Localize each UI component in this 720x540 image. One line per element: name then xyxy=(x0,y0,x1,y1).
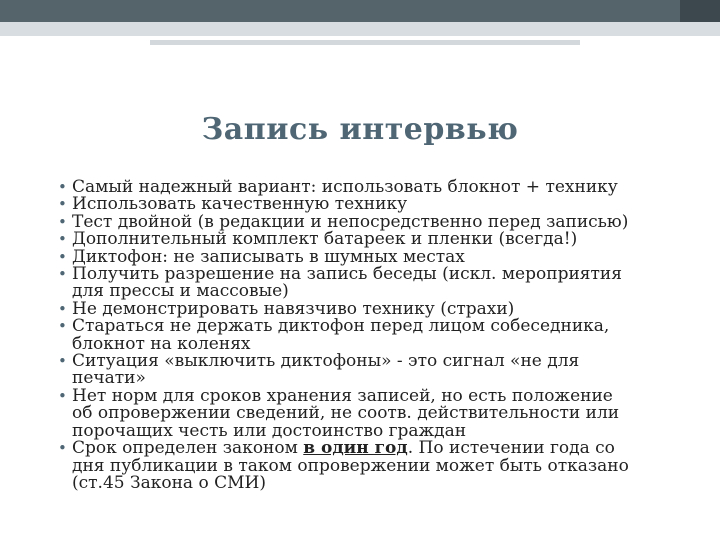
bullet-item: • Самый надежный вариант: использовать блокнот + технику xyxy=(58,179,700,196)
bullet-item: • Диктофон: не записывать в шумных местах xyxy=(58,249,700,266)
bullet-text-emphasis: в один год xyxy=(303,438,408,459)
header-band-light xyxy=(0,22,720,36)
bullet-item: • Нет норм для сроков хранения записей, но есть положение об опровержении сведений, не соотв. действительности или порочащих честь или достоинство граждан xyxy=(58,388,700,440)
header-band-dark xyxy=(0,0,720,22)
bullet-list xyxy=(58,179,700,492)
bullet-item: • Тест двойной (в редакции и непосредственно перед записью) xyxy=(58,214,700,231)
bullet-item: • Не демонстрировать навязчиво технику (страхи) xyxy=(58,301,700,318)
bullet-item-last xyxy=(58,440,700,492)
bullet-item: • Дополнительный комплект батареек и пленки (всегда!) xyxy=(58,231,700,248)
bullet-text-before: Срок определен законом xyxy=(72,438,304,459)
bullet-item: • Использовать качественную технику xyxy=(58,196,700,213)
header-stripe xyxy=(150,40,580,45)
bullet-item: • Получить разрешение на запись беседы (искл. мероприятия для прессы и массовые) xyxy=(58,266,700,301)
bullet-text-after: . По истечении года со дня публикации в таком опровержении может быть отказано (ст.45 Закона о СМИ) xyxy=(72,438,629,493)
bullet-item: • Стараться не держать диктофон перед лицом собеседника, блокнот на коленях xyxy=(58,318,700,353)
slide-title: Запись интервью xyxy=(201,112,519,147)
bullet-item: • Ситуация «выключить диктофоны» - это сигнал «не для печати» xyxy=(58,353,700,388)
